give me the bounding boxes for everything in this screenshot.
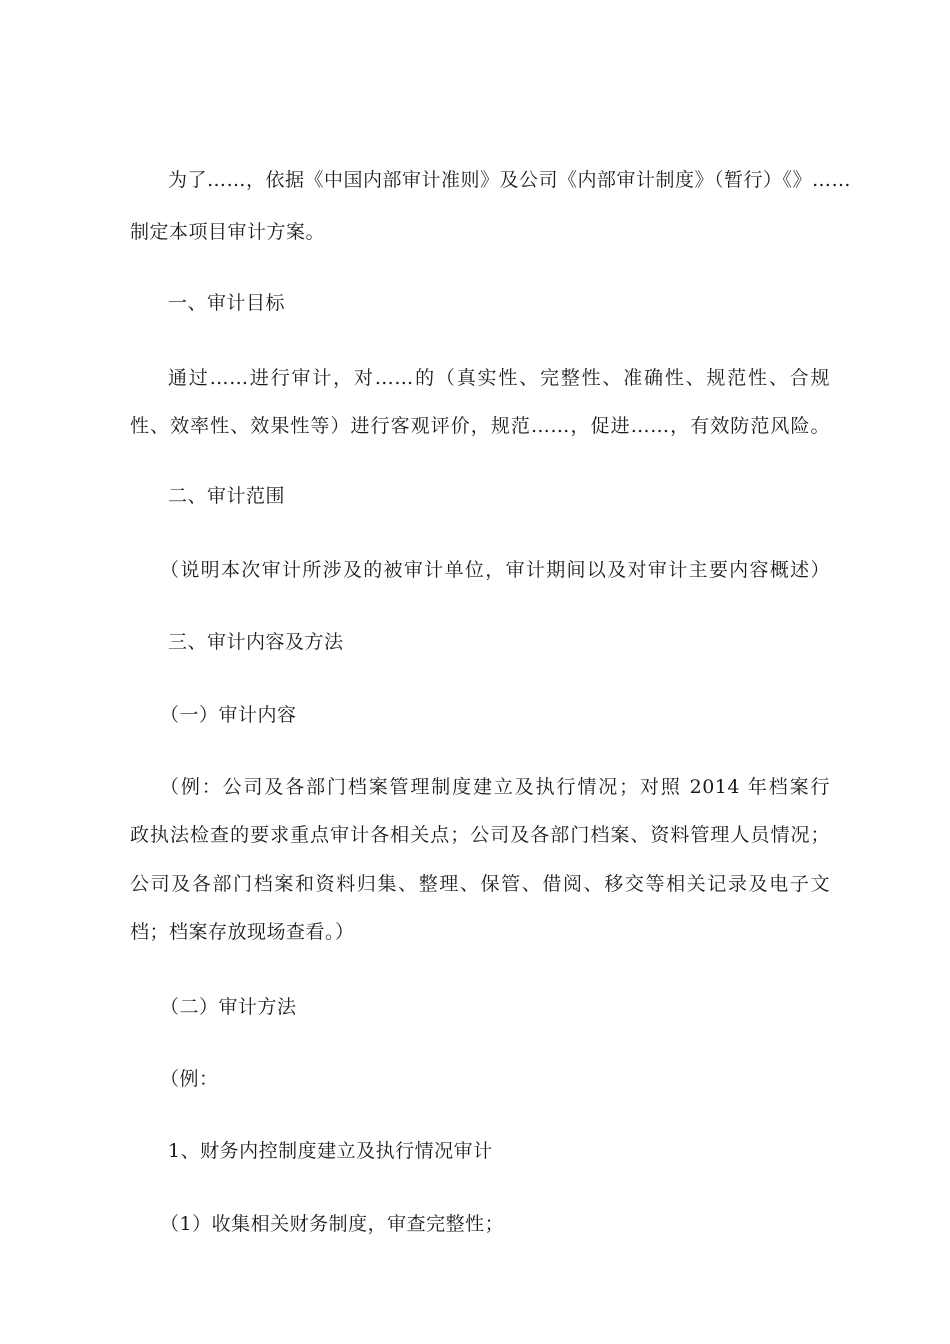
section3-sub2-heading: （二）审计方法 bbox=[160, 996, 297, 1018]
section1-line-2: 性、效率性、效果性等）进行客观评价，规范……，促进……，有效防范风险。 bbox=[130, 415, 830, 437]
section1-heading: 一、审计目标 bbox=[168, 292, 286, 314]
section3-sub1-line-2: 政执法检查的要求重点审计各相关点；公司及各部门档案、资料管理人员情况； bbox=[130, 824, 830, 846]
section3-sub2-item-1: 1、财务内控制度建立及执行情况审计 bbox=[168, 1140, 493, 1162]
section3-sub2-item-1-1: （1）收集相关财务制度，审查完整性； bbox=[160, 1213, 505, 1235]
section3-sub1-line-4: 档；档案存放现场查看。） bbox=[130, 921, 355, 943]
section3-sub1-line-3: 公司及各部门档案和资料归集、整理、保管、借阅、移交等相关记录及电子文 bbox=[130, 873, 830, 895]
section2-heading: 二、审计范围 bbox=[168, 485, 286, 507]
section3-sub2-example: （例： bbox=[160, 1068, 219, 1090]
section3-sub1-line-1: （例：公司及各部门档案管理制度建立及执行情况；对照 2014 年档案行 bbox=[160, 776, 830, 798]
section1-line-1: 通过……进行审计，对……的（真实性、完整性、准确性、规范性、合规 bbox=[168, 367, 830, 389]
section3-heading: 三、审计内容及方法 bbox=[168, 631, 344, 653]
intro-line-1: 为了……，依据《中国内部审计准则》及公司《内部审计制度》（暂行）《》…… bbox=[168, 169, 852, 191]
section2-note: （说明本次审计所涉及的被审计单位，审计期间以及对审计主要内容概述） bbox=[160, 559, 830, 581]
intro-line-2: 制定本项目审计方案。 bbox=[130, 221, 326, 243]
section3-sub1-heading: （一）审计内容 bbox=[160, 704, 297, 726]
